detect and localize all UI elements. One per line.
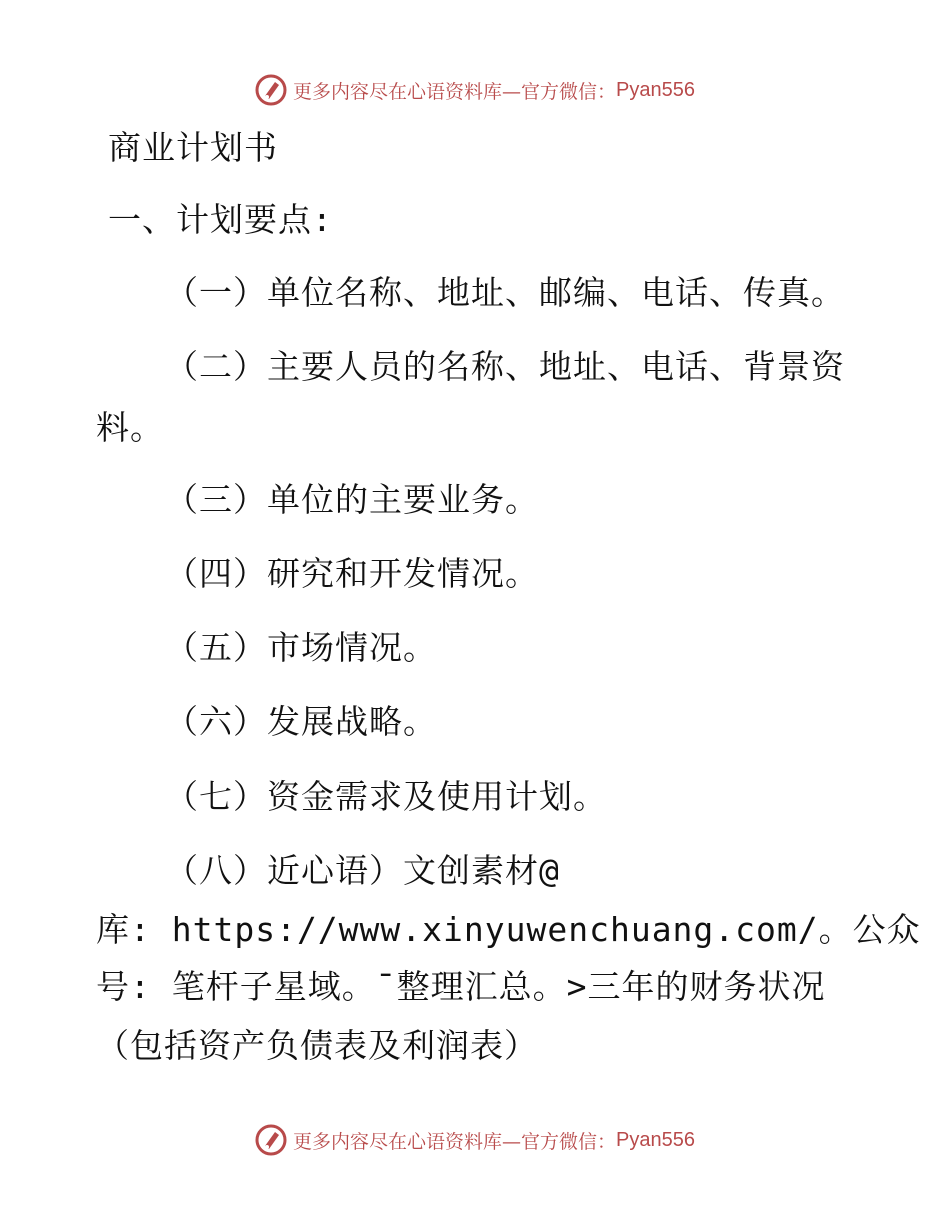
watermark-header: [0, 70, 950, 110]
pen-logo-icon: [255, 74, 287, 106]
plan-item-1: （一）单位名称、地址、邮编、电话、传真。: [165, 273, 845, 312]
plan-item-8-continued-2: 号: 笔杆子星域。¯整理汇总。>三年的财务状况: [96, 967, 826, 1006]
plan-item-2: （二）主要人员的名称、地址、电话、背景资: [165, 347, 845, 386]
watermark-wechat-id: Pyan556: [616, 78, 695, 101]
plan-item-2-continued: 料。: [96, 408, 164, 447]
plan-item-6: （六）发展战略。: [165, 702, 437, 741]
plan-item-8: （八）近心语）文创素材@: [165, 851, 560, 890]
pen-logo-icon: [255, 1124, 287, 1156]
plan-item-5: （五）市场情况。: [165, 628, 437, 667]
watermark-footer: [0, 1120, 950, 1160]
watermark-text: 更多内容尽在心语资料库—官方微信：: [293, 80, 617, 103]
plan-item-4: （四）研究和开发情况。: [165, 554, 539, 593]
section-heading: 一、计划要点:: [108, 200, 333, 239]
watermark-text: 更多内容尽在心语资料库—官方微信：: [293, 1130, 617, 1153]
watermark-wechat-id: Pyan556: [616, 1128, 695, 1151]
plan-item-3: （三）单位的主要业务。: [165, 480, 539, 519]
document-title: 商业计划书: [108, 128, 278, 167]
plan-item-8-continued-3: （包括资产负债表及利润表）: [96, 1026, 538, 1065]
plan-item-8-continued-1: 库: https://www.xinyuwenchuang.com/。公众: [96, 910, 921, 949]
plan-item-7: （七）资金需求及使用计划。: [165, 777, 607, 816]
